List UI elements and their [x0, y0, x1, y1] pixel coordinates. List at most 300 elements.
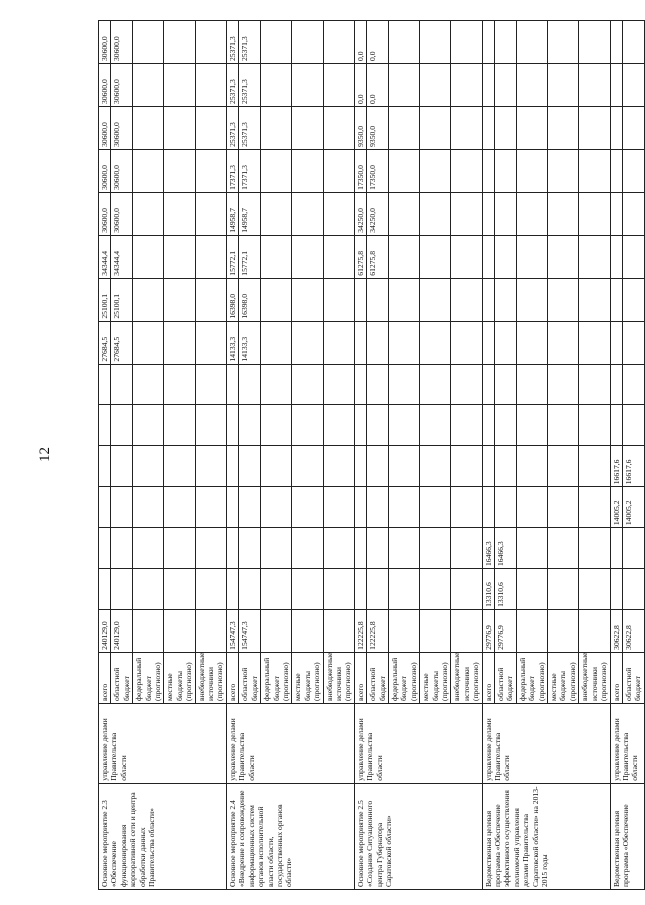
amount-cell: [111, 364, 133, 405]
amount-cell: [367, 364, 389, 405]
amount-cell: [111, 405, 133, 446]
amount-cell: [622, 569, 644, 610]
amount-cell: [548, 609, 579, 652]
responsible-cell: управление делами Правительства области: [482, 703, 610, 783]
amount-cell: [388, 609, 419, 652]
amount-cell: [133, 609, 164, 652]
amount-cell: [99, 364, 111, 405]
amount-cell: [133, 528, 164, 569]
amount-cell: [226, 446, 238, 487]
amount-cell: [482, 192, 494, 235]
amount-cell: [495, 149, 517, 192]
amount-cell: [164, 487, 195, 528]
amount-cell: [610, 278, 622, 321]
amount-cell: [482, 446, 494, 487]
table-row: [99, 21, 111, 890]
amount-cell: [420, 609, 451, 652]
amount-cell: [610, 149, 622, 192]
amount-cell: [548, 446, 579, 487]
amount-cell: [195, 487, 226, 528]
amount-cell: 30600,0: [111, 21, 133, 64]
amount-cell: 25100,1: [99, 278, 111, 321]
amount-cell: [239, 446, 261, 487]
amount-cell: [261, 364, 292, 405]
amount-cell: [622, 21, 644, 64]
amount-cell: 9350,0: [354, 106, 366, 149]
amount-cell: [548, 235, 579, 278]
amount-cell: [261, 64, 292, 107]
funding-source-cell: внебюджетные источники (прогнозно): [195, 652, 226, 703]
amount-cell: [164, 569, 195, 610]
amount-cell: [516, 321, 547, 364]
amount-cell: [292, 278, 323, 321]
amount-cell: [420, 21, 451, 64]
amount-cell: [367, 446, 389, 487]
amount-cell: [195, 528, 226, 569]
amount-cell: [548, 149, 579, 192]
amount-cell: [516, 64, 547, 107]
amount-cell: [292, 487, 323, 528]
amount-cell: [388, 405, 419, 446]
amount-cell: [261, 321, 292, 364]
amount-cell: [292, 64, 323, 107]
amount-cell: [622, 405, 644, 446]
amount-cell: [622, 278, 644, 321]
rotated-table-container: [98, 20, 643, 890]
amount-cell: 30600,0: [99, 192, 111, 235]
amount-cell: [388, 446, 419, 487]
amount-cell: [420, 149, 451, 192]
amount-cell: 25371,3: [239, 64, 261, 107]
amount-cell: 25371,3: [239, 106, 261, 149]
amount-cell: [239, 569, 261, 610]
amount-cell: [354, 405, 366, 446]
amount-cell: [99, 487, 111, 528]
amount-cell: [367, 569, 389, 610]
amount-cell: [548, 569, 579, 610]
program-name-cell: Ведомственная целевая программа «Обеспечение эффективного осуществления полномочий управления делами Правительства Саратовской области» на 2013-2015 годы: [482, 783, 610, 889]
funding-source-cell: всего: [99, 652, 111, 703]
program-name-cell: Основное мероприятие 2.5 «Создание Ситуационного центра Губернатора Саратовской области»: [354, 783, 482, 889]
amount-cell: 30600,0: [111, 192, 133, 235]
amount-cell: 34344,4: [111, 235, 133, 278]
funding-source-cell: внебюджетные источники (прогнозно): [323, 652, 354, 703]
amount-cell: [548, 405, 579, 446]
amount-cell: [133, 364, 164, 405]
amount-cell: [388, 364, 419, 405]
amount-cell: 14958,7: [239, 192, 261, 235]
amount-cell: [622, 149, 644, 192]
amount-cell: [239, 405, 261, 446]
amount-cell: [133, 321, 164, 364]
responsible-cell: управление делами Правительства области: [226, 703, 354, 783]
amount-cell: [579, 192, 610, 235]
amount-cell: [226, 569, 238, 610]
amount-cell: [164, 149, 195, 192]
amount-cell: [323, 64, 354, 107]
amount-cell: [516, 528, 547, 569]
amount-cell: 0,0: [354, 21, 366, 64]
amount-cell: [354, 364, 366, 405]
funding-source-cell: всего: [482, 652, 494, 703]
amount-cell: [516, 446, 547, 487]
amount-cell: [261, 192, 292, 235]
amount-cell: [323, 235, 354, 278]
amount-cell: [261, 487, 292, 528]
amount-cell: [111, 569, 133, 610]
amount-cell: 30600,0: [111, 106, 133, 149]
amount-cell: [164, 528, 195, 569]
amount-cell: [261, 405, 292, 446]
amount-cell: [482, 364, 494, 405]
amount-cell: [579, 21, 610, 64]
amount-cell: [451, 235, 482, 278]
amount-cell: 0,0: [367, 64, 389, 107]
funding-source-cell: федеральный бюджет (прогнозно): [516, 652, 547, 703]
amount-cell: [622, 64, 644, 107]
amount-cell: [292, 364, 323, 405]
funding-source-cell: внебюджетные источники (прогнозно): [579, 652, 610, 703]
amount-cell: [133, 106, 164, 149]
amount-cell: [323, 405, 354, 446]
amount-cell: 17350,0: [367, 149, 389, 192]
amount-cell: [451, 321, 482, 364]
amount-cell: [495, 21, 517, 64]
amount-cell: [451, 569, 482, 610]
amount-cell: [133, 21, 164, 64]
responsible-cell: управление делами Правительства области: [354, 703, 482, 783]
amount-cell: [133, 192, 164, 235]
amount-cell: [451, 106, 482, 149]
amount-cell: [99, 569, 111, 610]
amount-cell: [164, 446, 195, 487]
amount-cell: 16398,0: [239, 278, 261, 321]
amount-cell: [610, 106, 622, 149]
budget-table: [98, 20, 645, 890]
amount-cell: [420, 487, 451, 528]
amount-cell: [261, 21, 292, 64]
amount-cell: [495, 64, 517, 107]
amount-cell: [451, 21, 482, 64]
amount-cell: [388, 106, 419, 149]
responsible-cell: управление делами Правительства области: [610, 703, 644, 783]
amount-cell: 16617,6: [622, 446, 644, 487]
amount-cell: 30600,0: [111, 64, 133, 107]
amount-cell: 154747,3: [239, 609, 261, 652]
amount-cell: 34250,0: [367, 192, 389, 235]
amount-cell: [133, 446, 164, 487]
amount-cell: [195, 609, 226, 652]
amount-cell: [622, 235, 644, 278]
amount-cell: [420, 569, 451, 610]
amount-cell: [622, 528, 644, 569]
amount-cell: 61275,8: [354, 235, 366, 278]
amount-cell: [495, 364, 517, 405]
amount-cell: [579, 64, 610, 107]
amount-cell: [354, 528, 366, 569]
amount-cell: 30600,0: [111, 149, 133, 192]
amount-cell: 34344,4: [99, 235, 111, 278]
amount-cell: [195, 321, 226, 364]
amount-cell: [622, 321, 644, 364]
amount-cell: [548, 364, 579, 405]
amount-cell: 25371,3: [226, 21, 238, 64]
funding-source-cell: областной бюджет: [367, 652, 389, 703]
amount-cell: 15772,1: [226, 235, 238, 278]
funding-source-cell: федеральный бюджет (прогнозно): [133, 652, 164, 703]
amount-cell: 30600,0: [99, 106, 111, 149]
amount-cell: [495, 192, 517, 235]
amount-cell: [323, 21, 354, 64]
table-row: [226, 21, 238, 890]
funding-source-cell: всего: [354, 652, 366, 703]
amount-cell: 30622,8: [610, 609, 622, 652]
amount-cell: 27684,5: [111, 321, 133, 364]
amount-cell: [610, 235, 622, 278]
amount-cell: 25100,1: [111, 278, 133, 321]
amount-cell: [516, 192, 547, 235]
amount-cell: [195, 446, 226, 487]
amount-cell: [548, 21, 579, 64]
amount-cell: 16617,6: [610, 446, 622, 487]
funding-source-cell: областной бюджет: [239, 652, 261, 703]
amount-cell: [323, 364, 354, 405]
amount-cell: [323, 446, 354, 487]
funding-source-cell: всего: [226, 652, 238, 703]
amount-cell: [226, 364, 238, 405]
amount-cell: [420, 405, 451, 446]
amount-cell: [133, 487, 164, 528]
amount-cell: [482, 405, 494, 446]
amount-cell: [195, 278, 226, 321]
amount-cell: [354, 278, 366, 321]
responsible-cell: управление делами Правительства области: [99, 703, 227, 783]
amount-cell: [451, 609, 482, 652]
page-number: 12: [37, 447, 53, 462]
amount-cell: 25371,3: [226, 64, 238, 107]
amount-cell: 240129,0: [111, 609, 133, 652]
amount-cell: [610, 64, 622, 107]
amount-cell: [164, 609, 195, 652]
amount-cell: [610, 405, 622, 446]
amount-cell: [451, 64, 482, 107]
amount-cell: 25371,3: [226, 106, 238, 149]
amount-cell: [292, 569, 323, 610]
amount-cell: 14958,7: [226, 192, 238, 235]
amount-cell: 29776,9: [482, 609, 494, 652]
amount-cell: [579, 446, 610, 487]
amount-cell: [261, 609, 292, 652]
amount-cell: [99, 446, 111, 487]
amount-cell: 14133,3: [239, 321, 261, 364]
amount-cell: [482, 106, 494, 149]
amount-cell: [548, 487, 579, 528]
amount-cell: 9350,0: [367, 106, 389, 149]
funding-source-cell: местные бюджеты (прогнозно): [292, 652, 323, 703]
amount-cell: 13310,6: [495, 569, 517, 610]
amount-cell: [495, 487, 517, 528]
amount-cell: [292, 21, 323, 64]
amount-cell: [495, 321, 517, 364]
amount-cell: 61275,8: [367, 235, 389, 278]
amount-cell: [354, 487, 366, 528]
amount-cell: [323, 569, 354, 610]
program-name-cell: Основное мероприятие 2.3 «Обеспечение функционирования корпоративной сети и центра обработки данных Правительства области»: [99, 783, 227, 889]
amount-cell: 25371,3: [239, 21, 261, 64]
amount-cell: [495, 405, 517, 446]
amount-cell: 14005,2: [610, 487, 622, 528]
amount-cell: [195, 364, 226, 405]
amount-cell: [195, 106, 226, 149]
amount-cell: [579, 321, 610, 364]
amount-cell: [239, 364, 261, 405]
amount-cell: [226, 528, 238, 569]
amount-cell: [420, 106, 451, 149]
amount-cell: [111, 528, 133, 569]
amount-cell: [548, 192, 579, 235]
amount-cell: [482, 64, 494, 107]
amount-cell: [622, 192, 644, 235]
amount-cell: [195, 235, 226, 278]
amount-cell: [292, 321, 323, 364]
amount-cell: [579, 278, 610, 321]
table-row: [482, 21, 494, 890]
amount-cell: [195, 192, 226, 235]
amount-cell: [451, 278, 482, 321]
table-row: [354, 21, 366, 890]
amount-cell: [622, 364, 644, 405]
amount-cell: 30600,0: [99, 64, 111, 107]
funding-source-cell: областной бюджет: [622, 652, 644, 703]
amount-cell: [516, 487, 547, 528]
amount-cell: [451, 487, 482, 528]
amount-cell: [451, 192, 482, 235]
amount-cell: [495, 446, 517, 487]
amount-cell: [482, 487, 494, 528]
amount-cell: [261, 278, 292, 321]
funding-source-cell: федеральный бюджет (прогнозно): [388, 652, 419, 703]
amount-cell: [420, 235, 451, 278]
amount-cell: [261, 446, 292, 487]
amount-cell: [367, 321, 389, 364]
program-name-cell: Ведомственная целевая программа «Обеспечение: [610, 783, 644, 889]
amount-cell: [482, 235, 494, 278]
amount-cell: [548, 64, 579, 107]
amount-cell: [239, 528, 261, 569]
amount-cell: [99, 528, 111, 569]
amount-cell: [133, 64, 164, 107]
amount-cell: 0,0: [354, 64, 366, 107]
amount-cell: [164, 21, 195, 64]
program-name-cell: Основное мероприятие 2.4 «Внедрение и сопровождение информационных систем органов исполнительной власти области, государственных органов области»: [226, 783, 354, 889]
amount-cell: [451, 528, 482, 569]
amount-cell: [579, 149, 610, 192]
amount-cell: [516, 106, 547, 149]
amount-cell: [482, 278, 494, 321]
amount-cell: [451, 364, 482, 405]
amount-cell: [239, 487, 261, 528]
amount-cell: [354, 446, 366, 487]
amount-cell: [388, 321, 419, 364]
funding-source-cell: местные бюджеты (прогнозно): [420, 652, 451, 703]
amount-cell: [610, 321, 622, 364]
amount-cell: [579, 405, 610, 446]
amount-cell: [388, 528, 419, 569]
amount-cell: [195, 569, 226, 610]
amount-cell: [579, 364, 610, 405]
amount-cell: [548, 528, 579, 569]
amount-cell: [482, 149, 494, 192]
amount-cell: [420, 446, 451, 487]
amount-cell: [388, 21, 419, 64]
amount-cell: [133, 405, 164, 446]
amount-cell: [579, 487, 610, 528]
amount-cell: 14005,2: [622, 487, 644, 528]
amount-cell: [292, 106, 323, 149]
amount-cell: [195, 64, 226, 107]
funding-source-cell: областной бюджет: [495, 652, 517, 703]
amount-cell: 16466,3: [482, 528, 494, 569]
amount-cell: [367, 405, 389, 446]
funding-source-cell: всего: [610, 652, 622, 703]
amount-cell: 16398,0: [226, 278, 238, 321]
amount-cell: [516, 235, 547, 278]
funding-source-cell: местные бюджеты (прогнозно): [548, 652, 579, 703]
amount-cell: [133, 278, 164, 321]
amount-cell: 122225,8: [367, 609, 389, 652]
amount-cell: [579, 569, 610, 610]
amount-cell: [323, 528, 354, 569]
amount-cell: [195, 149, 226, 192]
amount-cell: 240129,0: [99, 609, 111, 652]
amount-cell: [367, 278, 389, 321]
amount-cell: [164, 235, 195, 278]
table-row: [610, 21, 622, 890]
amount-cell: [451, 405, 482, 446]
amount-cell: [610, 21, 622, 64]
amount-cell: [261, 149, 292, 192]
amount-cell: [292, 528, 323, 569]
amount-cell: 16466,3: [495, 528, 517, 569]
amount-cell: [354, 569, 366, 610]
amount-cell: [133, 235, 164, 278]
amount-cell: [261, 235, 292, 278]
amount-cell: [111, 487, 133, 528]
amount-cell: [261, 528, 292, 569]
amount-cell: 30600,0: [99, 21, 111, 64]
amount-cell: [516, 569, 547, 610]
amount-cell: [548, 321, 579, 364]
amount-cell: [164, 405, 195, 446]
amount-cell: 17371,3: [226, 149, 238, 192]
amount-cell: [323, 278, 354, 321]
amount-cell: [420, 192, 451, 235]
amount-cell: [420, 321, 451, 364]
amount-cell: [548, 106, 579, 149]
amount-cell: [516, 609, 547, 652]
amount-cell: [292, 446, 323, 487]
amount-cell: [420, 528, 451, 569]
amount-cell: [388, 487, 419, 528]
amount-cell: 34250,0: [354, 192, 366, 235]
amount-cell: 17350,0: [354, 149, 366, 192]
amount-cell: 29776,9: [495, 609, 517, 652]
amount-cell: [451, 149, 482, 192]
amount-cell: [164, 192, 195, 235]
amount-cell: [388, 235, 419, 278]
amount-cell: [388, 64, 419, 107]
amount-cell: 27684,5: [99, 321, 111, 364]
